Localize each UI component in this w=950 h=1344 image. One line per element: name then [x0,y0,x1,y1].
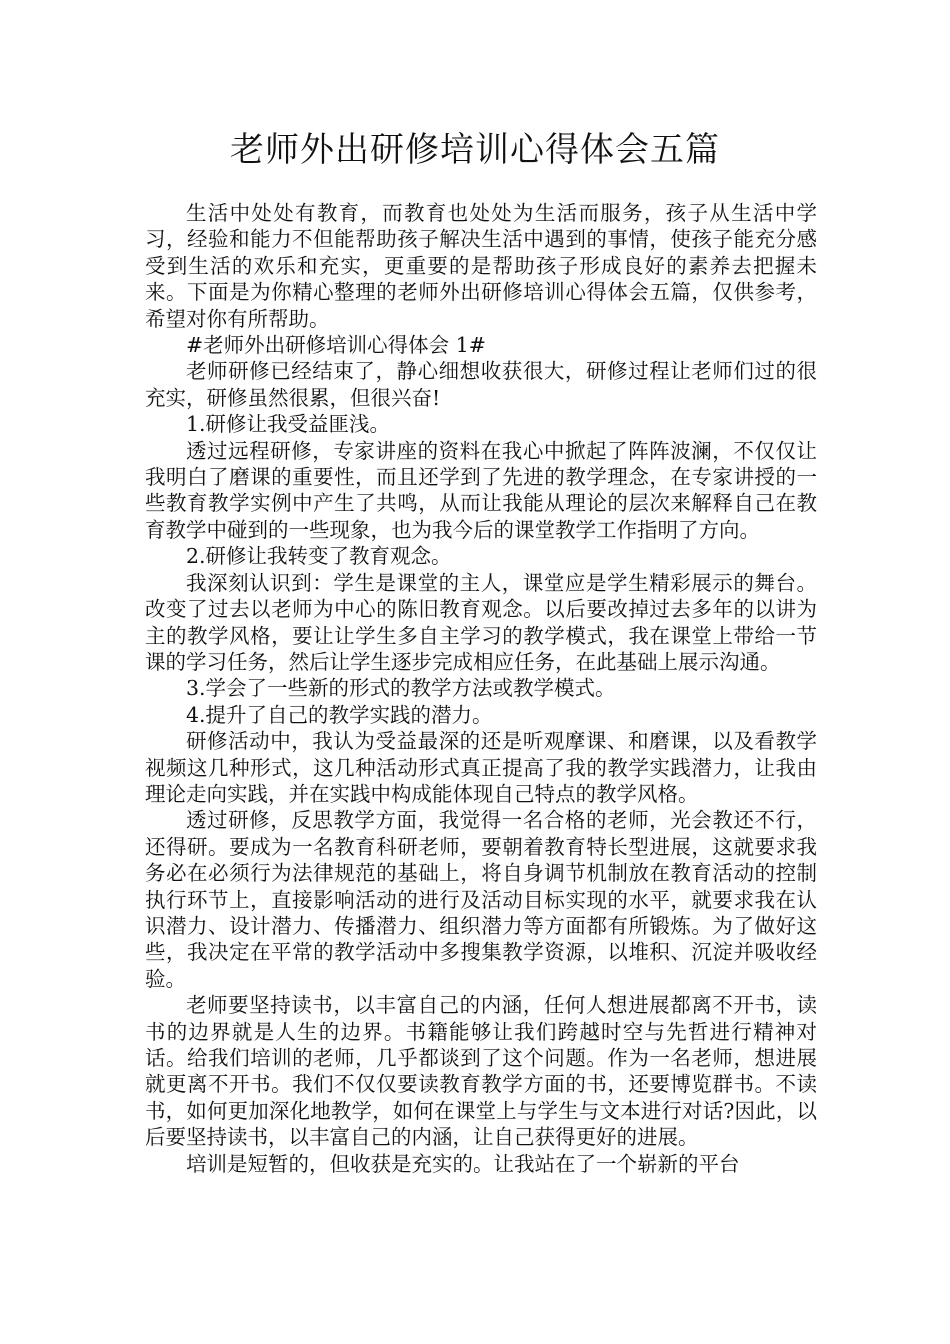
paragraph: 培训是短暂的，但收获是充实的。让我站在了一个崭新的平台 [186,1151,740,1176]
list-item: 4.提升了自己的教学实践的潜力。 [186,702,493,727]
paragraph: 透过研修，反思教学方面，我觉得一名合格的老师，光会教还不行，还得研。要成为一名教育科研老师，要朝着教育特长型进展，这就要求我务必在必须行为法律规范的基础上，将自身调节机制放在教育活动的控制执行环节上，直接影响活动的进行及活动目标实现的水平，就要求我在认识潜力、设计潜力、传播潜力、组织潜力等方面都有所锻炼。为了做好这些，我决定在平常的教学活动中多搜集教学资源，以堆积、沉淀并吸收经验。 [145,808,817,991]
document-body [145,200,817,1177]
paragraph: 老师要坚持读书，以丰富自己的内涵，任何人想进展都离不开书，读书的边界就是人生的边界。书籍能够让我们跨越时空与先哲进行精神对话。给我们培训的老师，几乎都谈到了这个问题。作为一名老师，想进展就更离不开书。我们不仅仅要读教育教学方面的书，还要博览群书。不读书，如何更加深化地教学，如何在课堂上与学生与文本进行对话?因此，以后要坚持读书，以丰富自己的内涵，让自己获得更好的进展。 [145,993,817,1150]
paragraph: 透过远程研修，专家讲座的资料在我心中掀起了阵阵波澜，不仅仅让我明白了磨课的重要性，而且还学到了先进的教学理念，在专家讲授的一些教育教学实例中产生了共鸣，从而让我能从理论的层次来解释自己在教育教学中碰到的一些现象，也为我今后的课堂教学工作指明了方向。 [145,438,817,542]
paragraph-intro: 生活中处处有教育，而教育也处处为生活而服务，孩子从生活中学习，经验和能力不但能帮助孩子解决生活中遇到的事情，使孩子能充分感受到生活的欢乐和充实，更重要的是帮助孩子形成良好的素养去把握未来。下面是为你精心整理的老师外出研修培训心得体会五篇，仅供参考，希望对你有所帮助。 [145,201,817,331]
list-item: 1.研修让我受益匪浅。 [186,412,391,437]
list-item: 3.学会了一些新的形式的教学方法或教学模式。 [186,676,616,701]
paragraph: 研修活动中，我认为受益最深的还是听观摩课、和磨课，以及看教学视频这几种形式，这几种活动形式真正提高了我的教学实践潜力，让我由理论走向实践，并在实践中构成能体现自己特点的教学风格。 [145,729,817,806]
document-title: 老师外出研修培训心得体会五篇 [230,130,720,170]
section-heading: #老师外出研修培训心得体会 1# [186,333,486,358]
paragraph: 我深刻认识到：学生是课堂的主人，课堂应是学生精彩展示的舞台。改变了过去以老师为中心的陈旧教育观念。以后要改掉过去多年的以讲为主的教学风格，要让让学生多自主学习的教学模式，我在课堂上带给一节课的学习任务，然后让学生逐步完成相应任务，在此基础上展示沟通。 [145,570,817,674]
paragraph: 老师研修已经结束了，静心细想收获很大，研修过程让老师们过的很充实，研修虽然很累，但很兴奋! [145,359,817,410]
list-item: 2.研修让我转变了教育观念。 [186,544,452,569]
